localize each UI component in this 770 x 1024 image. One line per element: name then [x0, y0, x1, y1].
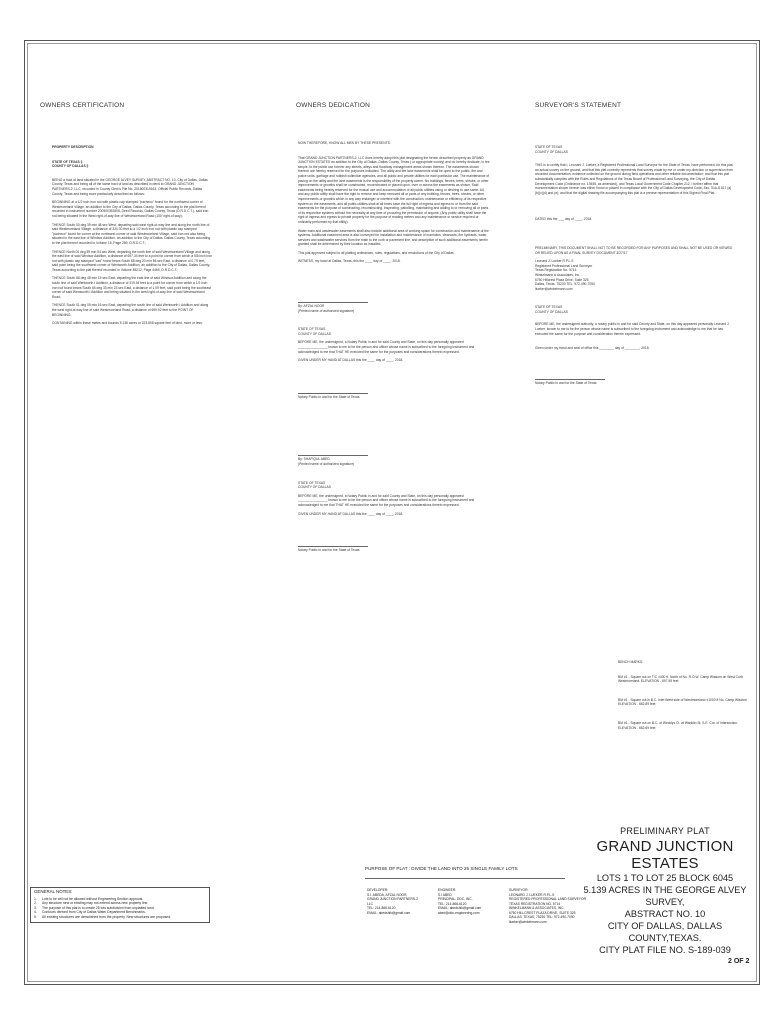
notary-given: GIVEN UNDER MY HAND AT DALLAS this the ____ day of ____, 2018.	[298, 358, 404, 363]
notary-state: STATE OF TEXAS	[298, 327, 326, 332]
sheet-number: 2 OF 2	[728, 958, 750, 965]
contact-line: S.I. ABEDA, AFZAL NOOR,	[367, 892, 408, 897]
contact-line: WINKELMANN & ASSOCIATES, INC.	[509, 906, 565, 910]
contact-line: DEVELOPER:	[367, 888, 389, 892]
notary-county: COUNTY OF DALLAS	[298, 485, 331, 490]
dedication-intro: NOW THEREFORE, KNOW ALL MEN BY THESE PRESENTS:	[298, 141, 391, 145]
notary-text: BEFORE ME, the undersigned, a Notary Public in and for said County and State, on this day personally appeared ________________ known to me to be the person and officer whose name is subscribed to the foregoing instrument and acknowledged to me that THAT HE executed the same for the purposes and considerations therein expressed.	[298, 493, 475, 507]
note-item: 3. The purpose of this plat is to create 25 lots subdivision from unplatted land.	[34, 905, 155, 910]
county-of-dallas: COUNTY OF DALLAS §	[52, 164, 89, 169]
surveyor-line: Winkelmann & Associates, Inc.	[535, 272, 581, 277]
property-description-column	[52, 145, 212, 330]
contact-line: llueker@winkelmann.com	[509, 919, 547, 924]
contact-line: EMAIL: abedshik@gmail.com	[367, 910, 411, 915]
surveyor-notary-signature: Notary Public in and for the State of Texas	[535, 379, 605, 386]
surveyor-notary-text: BEFORE ME, the undersigned authority, a notary public in and for said County and State, on this day appeared personally Leonard J. Lueker, known to me to be the person whose name is subscribed to the foregoing instrument and acknowledge to me that he has executed the same for the purpose and consideration therein expressed.	[535, 322, 730, 336]
purpose-of-plat: PURPOSE OF PLAT : DIVIDE THE LAND INTO 25 SINGLE FAMILY LOTS	[365, 866, 518, 871]
dedication-paragraph: Water main and wastewater easements shall also include additional area of working space for construction and maintenance of the systems. Additional easement area is also conveyed for installation and maintenance of manholes, cleanouts, fire hydrants, water services and wastewater services from the main to the curb or pavement line, and description of such additional easements herein granted shall be determined by their location as installed.	[298, 228, 489, 247]
note-text: Lots to be will not be allowed without Engineering Section approval.	[42, 896, 144, 901]
surveyor-state: STATE OF TEXAS	[535, 145, 563, 149]
preliminary-plat-label: PRELIMINARY PLAT	[620, 826, 710, 836]
description-paragraph: THENCE South 88 deg 48 min 15 sec East, departing the east line of said Windsor Addition and along the south line of said Wentworth I Addition, a distance of 319.94 feet to a point for corner from which a 1/2 inch iron rod found bears South 65 deg 33 min 23 sec East, a distance of 1.09 feet, said point being the southeast corner of said Wentworth I Addition and being situated in the west right-of-way line of said Westmoreland Road;	[52, 276, 211, 299]
owners-certification-header: OWNERS CERTIFICATION	[40, 102, 125, 109]
bench-mark-item: BM #1 - Square cut on B.C. of Wecklys Ct. at Wanklin St. S.E. Cor. of Intersection. ELEVATION - 682.69 feet	[618, 720, 739, 730]
description-paragraph: BEGINNING at a 1/2 inch iron rod with plastic cap stamped "pacheco" found for the northwest corner of Westmoreland Village, an addition to the City of Dallas, Dallas County, Texas according to the plat thereof recorded in instrument number 200500352808, Deed Records, Dallas County, Texas (D.R.D.C.T.), said iron rod being situated in the West right-of-way line of Westmoreland Road (100' right-of-way);	[52, 200, 209, 218]
bench-marks-title: BENCH MARKS:	[618, 660, 644, 664]
dedication-paragraph: That GRAND JUNCTION PARTNERS-2, LLC does hereby adopt this plat designating the herein described property as GRAND JUNCTION ESTATES an addition to the City of Dallas, Dallas County, Texas ( or appropriate county) and do hereby dedicate, in fee simple, to the public use forever any streets, alleys and floodway management areas shown thereon. The easements shown thereon are hereby reserved for the purposes indicated. The utility and fire lane easements shall be open to the public, fire and police units, garbage and rubbish collection agencies, and all public and private utilities for each particular use. The maintenance of paving on the utility and fire lane easements is the responsibility of the property owner. No buildings, fences, trees, shrubs, or other improvements or growths shall be constructed, reconstructed or placed upon, over or across the easements as shown. Said easements being hereby reserved for the mutual use and accommodation of all public utilities using or desiring to use same. All, and any public utility shall have the right to remove and keep removed all or parts of any building, fences, trees, shrubs, or other improvements or growths which in any way endanger or interfere with the construction, maintenance or efficiency of its respective system on the easements, and all public utilities shall at all times have the full right of ingress and egress to or from the said easements for the purpose of constructing, reconstructing, inspecting, patrolling, maintaining and adding to or removing all or parts of its respective systems without the necessity at any time of procuring the permission of anyone. (Any public utility shall have the right of ingress and egress to private property for the purpose of reading meters and any maintenance or service required or ordinarily performed by that utility).	[298, 155, 490, 224]
description-paragraph: THENCE South 00 deg 39 min 48 sec West, departing said west right-of-way line and along the north line of said Westmoreland Village, a distance of 320.00 feet to a 1/2 inch iron rod with plastic cap stamped "pacheco" found for corner at the northwest corner of said Westmoreland Village, said iron rod also being situated in the east line of Windsor Addition, an addition to the City of Dallas, Dallas County, Texas according to the plat thereof recorded in Volume 18, Page 289, D.R.D.C.T.;	[52, 222, 211, 245]
engineer-contact	[438, 888, 493, 924]
preliminary-disclaimer: PRELIMINARY, THIS DOCUMENT SHALL NOT TO BE RECORDED FOR ANY PURPOSES AND SHALL NOT BE USED OR VIEWED OR RELIED UPON AS A FINAL SURVEY DOCUMENT 3/27/17	[535, 245, 733, 255]
general-notes-title: GENERAL NOTES:	[34, 889, 73, 894]
note-item: 4. Contours derived from City of Dallas Water Department Benchmarks.	[34, 910, 146, 915]
contact-line: LEONARD J. LUEKER R.P.L.S	[509, 892, 555, 897]
notary-signature-line: Notary Public in and for the State of Texas	[298, 546, 368, 553]
printed-name-label: (Printed name of authorized signature)	[298, 308, 355, 313]
witness-line: WITNESS, my hand at Dallas, Texas, this the ____ day of ____, 2018.	[298, 259, 401, 264]
contact-line: EMAIL: abedshik@gmail.com	[438, 906, 482, 910]
surveyors-statement-header: SURVEYOR'S STATEMENT	[535, 102, 622, 109]
bench-marks	[618, 660, 748, 734]
owners-dedication-column	[298, 141, 490, 553]
contact-line: GRAND JUNCTION PARTNERS-2 LLC	[367, 897, 418, 906]
bench-mark-item: BM #1 - Square cut on T/C ±400 ft. North of No. R.O.W. Camp Wisdom on West Curb Westmoreland. ELEVATION - 697.95 feet	[618, 674, 743, 684]
surveyor-given: Given under my hand and seal of office this ________ day of ________, 2018.	[535, 346, 650, 351]
surveyor-line: 6750 Hillcrest Plaza Drive, Suite 325	[535, 277, 589, 282]
abstract-line: ABSTRACT NO. 10	[624, 909, 706, 919]
surveyor-line: llueker@winkelmann.com	[535, 286, 573, 291]
subdivision-name: GRAND JUNCTION ESTATES	[596, 838, 734, 872]
notary-signature-line: Notary Public in and for the State of Texas	[298, 393, 368, 400]
dated-line: DATED this the ___ day of ____, 2018.	[535, 217, 593, 222]
note-text: The purpose of this plat is to create 25 lots subdivision from unplatted land.	[42, 905, 155, 910]
note-item: 2. Any structure new or existing may not extend across new property line.	[34, 901, 149, 906]
bench-mark-item: BM #1 - Square cut in B.C. Inlet West side of Westmoreland ±1000 ft No. Camp Wisdom ELEVATION - 682.89 feet	[618, 697, 747, 707]
city-line: CITY OF DALLAS, DALLAS COUNTY,TEXAS.	[607, 921, 723, 943]
purpose-underline	[365, 878, 565, 879]
note-text: Any structure new or existing may not extend across new property line.	[42, 901, 149, 906]
note-item: 5. All existing structures are demolished from the property. New structures are proposed.	[34, 914, 172, 919]
owners-dedication-header: OWNERS DEDICATION	[296, 102, 371, 109]
contact-line: abed@ddc-engineering.com	[438, 910, 480, 915]
notary-county: COUNTY OF DALLAS	[298, 331, 331, 336]
contact-line: TEL: 214-868-6120	[367, 906, 396, 910]
signature-line-1: By: AFZAL NOOR	[298, 302, 368, 309]
contact-line: PRINCIPAL, DDC, INC.	[438, 897, 473, 901]
note-item: 1. Lots to be will not be allowed without Engineering Section approval.	[34, 896, 144, 901]
title-block	[575, 826, 755, 956]
plat-file-number: CITY PLAT FILE NO. S-189-039	[599, 945, 731, 955]
contact-line: 6750 HILLCREST PLAZA DRIVE, SUITE 325	[509, 910, 576, 915]
description-paragraph: THENCE South 01 deg 09 min 16 sec East, departing the south line of said Wentworth I Addition and along the west right-of-way line of said Westmoreland Road, a distance of 699.92 feet to the POINT OF BEGINNING;	[52, 303, 209, 317]
note-text: All existing structures are demolished from the property. New structures are proposed.	[42, 914, 172, 919]
contacts-block	[367, 888, 589, 924]
state-of-texas: STATE OF TEXAS §	[52, 159, 83, 164]
description-paragraph: THENCE North 00 deg 59 min 54 sec West, departing the north line of said Westmoreland Village and along the east line of said Windsor Addition, a distance of 697.34 feet to a point for corner from which a 5/8 inch iron rod with plastic cap stamped "cad" found bears South 88 deg 20 min 56 sec East, a distance of 0.75 feet, said point being the southwest corner of Wentworth Addition, an addition to the City of Dallas, Dallas County, Texas according to the plat thereof recorded in Volume 85212, Page 4469, D.R.D.C.T.;	[52, 249, 212, 272]
surveyor-county: COUNTY OF DALLAS	[535, 149, 568, 154]
description-paragraph: BEING a tract of land situated in the GEORGE ALVEY SURVEY, ABSTRACT NO. 10, City of Dallas, Dallas County, Texas and being all of the same tract of land as described in deed to GRAND JUNCTION PARTNERS-2, LLC, recorded in County Clerk's File No. 201800319163, Official Public Records, Dallas County, Texas and being more particularly described as follows:	[52, 177, 208, 196]
notary-state: STATE OF TEXAS	[298, 480, 326, 485]
surveyors-statement-column	[535, 145, 735, 385]
contact-line: SURVEYOR:	[509, 888, 529, 892]
surveyor-line: Texas Registration No. 5714	[535, 268, 577, 273]
signature-line-2: By: SHAFIQUL ABED	[298, 455, 368, 462]
notary-text: BEFORE ME, the undersigned, a Notary Public in and for said County and State, on this day personally appeared ________________ known to me to be the person and officer whose name is subscribed to the foregoing instrument and acknowledged to me that THAT HE executed the same for the purposes and considerations therein expressed.	[298, 340, 475, 354]
surveyor-line: Registered Professional Land Surveyor	[535, 263, 593, 268]
notary-state: STATE OF TEXAS	[535, 305, 563, 310]
contact-line: TEL: 214-868-6120	[438, 901, 467, 906]
general-notes	[30, 887, 210, 923]
surveyor-statement-text: THIS is to certify that I, Leonard J. Lueker, a Registered Professional Land Surveyor for the State of Texas, have performed, for this plat, an actual survey on the ground, and that this plat correctly represents that survey made by me or under my direction or supervision from recorded documentation, evidence collected on the ground during field operations and other reliable documentation; and that this plat substantially complies with the Rules and Regulations of the Texas Board of Professional Land Surveying, the City of Dallas Development Code (Ordinance no. 19455, as amended), and Texas Local Government Code Chapter 212. I further affirm that monumentation shown hereon was either found or placed in compliance with the City of Dallas Development Code, Sec. 51A-8.617 (a)(b)(c)(d) and (e); and that the digital drawing file accompanying this plat is a precise representation of this Signed Final Plat.	[535, 163, 734, 195]
printed-name-label: (Printed name of authorized signature)	[298, 462, 355, 466]
surveyor-line: Leonard J. Lueker R.P.L.S	[535, 259, 574, 264]
contact-line: REGISTERED PROFESSIONAL LAND SURVEYOR	[509, 897, 586, 901]
contact-line: DALLAS, TEXAS, 75230 TEL: 972-490-7090	[509, 915, 575, 919]
notary-county: COUNTY OF DALLAS	[535, 309, 568, 314]
notary-given: GIVEN UNDER MY HAND AT DALLAS this the ____ day of ____, 2018.	[298, 511, 404, 516]
dedication-paragraph: This plat approved subject to all platting ordinances, rules, regulations, and resolutions of the City of Dallas.	[298, 250, 455, 255]
description-paragraph: CONTAINING within these metes and bounds 5.136 acres or 223,808 square feet of land, more or less.	[52, 321, 203, 326]
surveyor-line: Dallas, Texas, 75230 TEL: 972-490-7090	[535, 282, 595, 287]
lots-line: LOTS 1 TO LOT 25 BLOCK 6045	[596, 873, 734, 883]
contact-line: ENGINEER:	[438, 888, 457, 892]
contact-line: TEXAS REGISTRATION NO. 5714	[509, 901, 561, 906]
developer-contact	[367, 888, 422, 924]
property-description-heading: PROPERTY DESCRIPTION	[52, 145, 94, 149]
acres-line: 5.139 ACRES IN THE GEORGE ALVEY SURVEY,	[583, 885, 747, 907]
contact-line: S.I ABED	[438, 892, 452, 897]
note-text: Contours derived from City of Dallas Water Department Benchmarks.	[42, 910, 146, 915]
